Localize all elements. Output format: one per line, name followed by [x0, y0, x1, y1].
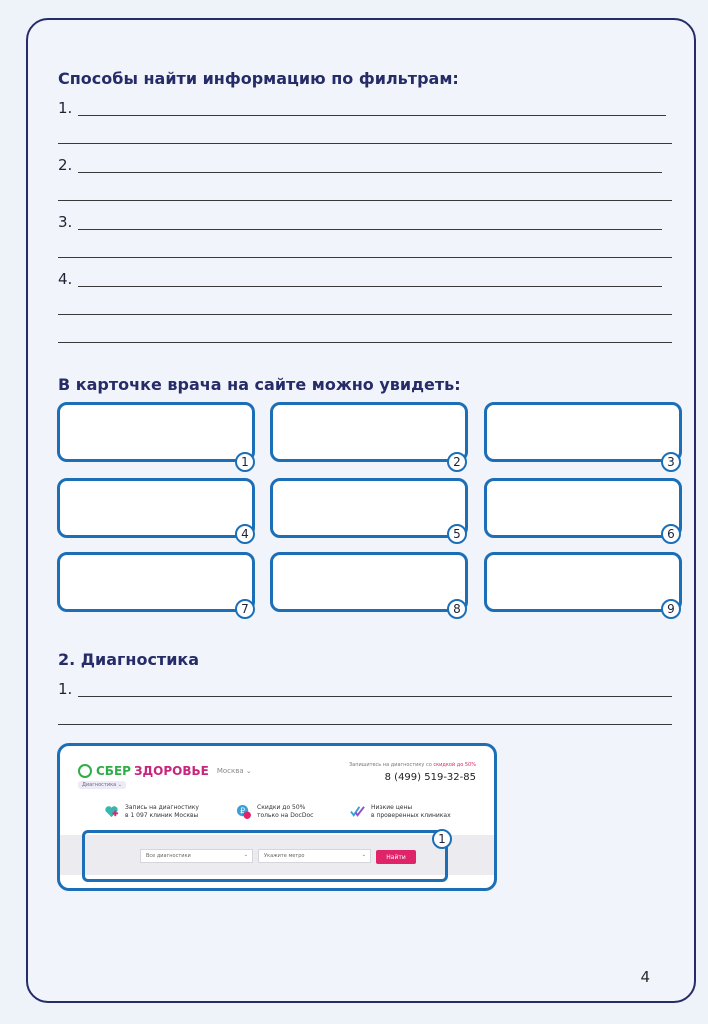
- item-number: 3.: [58, 213, 73, 231]
- ruble-badge-icon: [236, 804, 251, 819]
- number-badge: 6: [661, 524, 681, 544]
- doctor-card-heading: В карточке врача на сайте можно увидеть:: [58, 375, 461, 394]
- answer-box-3[interactable]: [484, 402, 682, 462]
- number-badge: 9: [661, 599, 681, 619]
- answer-box-2[interactable]: [270, 402, 468, 462]
- find-button: Найти: [376, 850, 416, 864]
- answer-box-6[interactable]: [484, 478, 682, 538]
- page-number: 4: [640, 968, 650, 986]
- filter-answer-1[interactable]: [58, 100, 666, 116]
- promo-discount: скидкой до 50%: [433, 762, 476, 768]
- promo-text: [349, 762, 476, 768]
- answer-line: [78, 286, 662, 287]
- select-value: Все диагностики: [146, 853, 191, 859]
- number-badge: 3: [661, 452, 681, 472]
- answer-box-1[interactable]: [57, 402, 255, 462]
- answer-line: [78, 115, 666, 116]
- promo-label: Запишитесь на диагностику со: [348, 762, 432, 768]
- filter-answer-2[interactable]: [58, 157, 662, 173]
- phone-number: 8 (499) 519-32-85: [384, 772, 476, 783]
- answer-box-7[interactable]: [57, 552, 255, 612]
- answer-box-5[interactable]: [270, 478, 468, 538]
- item-number: 2.: [58, 156, 73, 174]
- answer-line: [58, 257, 672, 258]
- highlight-frame: [82, 830, 448, 882]
- answer-line: [58, 143, 672, 144]
- sber-logo-icon: [78, 764, 92, 778]
- number-badge: 2: [447, 452, 467, 472]
- number-badge: 1: [432, 829, 452, 849]
- answer-line: [58, 200, 672, 201]
- feature-prices: [350, 804, 451, 820]
- chevron-down-icon: ⌄: [243, 852, 248, 858]
- feature-line: Запись на диагностику: [125, 804, 199, 811]
- logo-text-sber: СБЕР: [96, 764, 131, 778]
- filters-heading: Способы найти информацию по фильтрам:: [58, 69, 459, 88]
- answer-box-9[interactable]: [484, 552, 682, 612]
- feature-line: Скидки до 50%: [257, 804, 306, 811]
- answer-box-8[interactable]: [270, 552, 468, 612]
- item-number: 1.: [58, 680, 73, 698]
- feature-booking: [104, 804, 199, 820]
- item-number: 1.: [58, 99, 73, 117]
- item-number: 4.: [58, 270, 73, 288]
- feature-line: Низкие цены: [371, 804, 413, 811]
- answer-box-4[interactable]: [57, 478, 255, 538]
- feature-line: в проверенных клиниках: [371, 812, 451, 819]
- answer-line: [58, 314, 672, 315]
- city-selector: Москва ⌄: [216, 767, 252, 775]
- answer-line: [58, 724, 672, 725]
- number-badge: 5: [447, 524, 467, 544]
- diagnostics-answer-1[interactable]: [58, 681, 672, 697]
- answer-line: [78, 696, 672, 697]
- filter-answer-3[interactable]: [58, 214, 662, 230]
- website-screenshot: [57, 743, 497, 891]
- chevron-down-icon: ⌄: [361, 852, 366, 858]
- section-selector: Диагностика ⌄: [78, 781, 126, 789]
- select-value: Укажите метро: [264, 853, 305, 859]
- number-badge: 4: [235, 524, 255, 544]
- number-badge: 8: [447, 599, 467, 619]
- feature-line: только на DocDoc: [257, 812, 314, 819]
- filter-answer-4[interactable]: [58, 271, 662, 287]
- svg-text:₽: ₽: [240, 806, 245, 816]
- answer-line: [78, 229, 662, 230]
- logo-text-zdorovie: ЗДОРОВЬЕ: [133, 764, 209, 778]
- answer-line: [58, 342, 672, 343]
- sber-zdorovie-logo: [78, 764, 252, 778]
- number-badge: 7: [235, 599, 255, 619]
- heart-plus-icon: [104, 804, 119, 819]
- double-check-icon: [350, 804, 365, 819]
- answer-line: [78, 172, 662, 173]
- feature-discount: [236, 804, 313, 820]
- diagnostics-heading: 2. Диагностика: [58, 650, 200, 669]
- number-badge: 1: [235, 452, 255, 472]
- feature-line: в 1 097 клиник Москвы: [125, 812, 199, 819]
